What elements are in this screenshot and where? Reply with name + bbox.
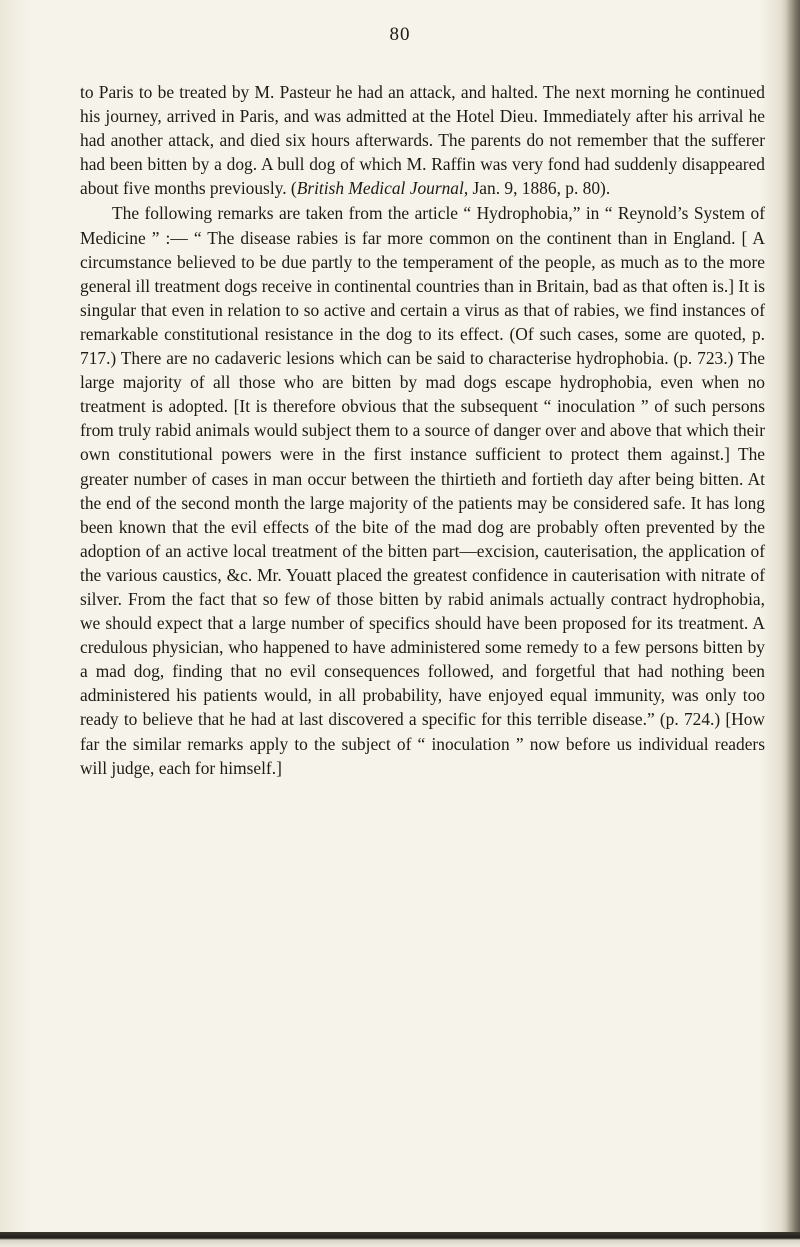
page-edge-shadow: [786, 0, 800, 1247]
text-segment: to Paris to be treated by M. Pasteur he had an attack, and halted. The next morning he continued his journey, arrived in Paris, and was admitted at the Hotel Dieu. Immediately after his arrival he had another attack, and died six hours afterwards. The parents do not remember that the sufferer had been bitten by a dog. A bull dog of which M. Raffin was very fond had suddenly disappeared about five months previously. (: [80, 82, 765, 199]
text-segment: The following remarks are taken from the article “ Hydrophobia,” in “ Reynold’s System of Medicine ” :— “ The disease rabies is far more common on the continent than in England. [ A circumstance believed to be due partly to the temperament of the people, as much as to the more general ill treatment dogs receive in continental countries than in Britain, bad as that often is.] It is singular that even in relation to so active and certain a virus as that of rabies, we find instances of remarkable constitutional resistance in the dog to its effect. (Of such cases, some are quoted, p. 717.) There are no cadaveric lesions which can be said to characterise hydrophobia. (p. 723.) The large majority of all those who are bitten by mad dogs escape hydrophobia, even when no treatment is adopted. [It is therefore obvious that the subsequent “ inoculation ” of such persons from truly rabid animals would subject them to a source of danger over and above that which their own constitutional powers were in the first instance sufficient to protect them against.] The greater number of cases in man occur between the thirtieth and fortieth day after being bitten. At the end of the second month the large majority of the patients may be considered safe. It has long been known that the evil effects of the bite of the mad dog are probably often prevented by the adoption of an active local treatment of the bitten part—excision, cauterisation, the application of the various caustics, &c. Mr. Youatt placed the greatest confidence in cauterisation with nitrate of silver. From the fact that so few of those bitten by rabid animals actually contract hydrophobia, we should expect that a large number of specifics should have been proposed for its treatment. A credulous physician, who happened to have administered some remedy to a few persons bitten by a mad dog, finding that no evil consequences followed, and forgetful that had nothing been administered his patients would, in all probability, have enjoyed equal immunity, was only too ready to believe that he had at last discovered a specific for this terrible disease.” (p. 724.) [How far the similar remarks apply to the subject of “ inoculation ” now before us individual readers will judge, each for himself.]: [80, 203, 765, 778]
text-segment: , Jan. 9, 1886, p. 80).: [463, 178, 611, 199]
paragraph-1: [80, 80, 765, 200]
page-number: 80: [389, 24, 411, 45]
paragraph-2: [80, 201, 765, 779]
journal-title: British Medical Journal: [296, 178, 464, 199]
page-bottom-edge: [0, 1232, 800, 1247]
body-text: [80, 80, 765, 780]
